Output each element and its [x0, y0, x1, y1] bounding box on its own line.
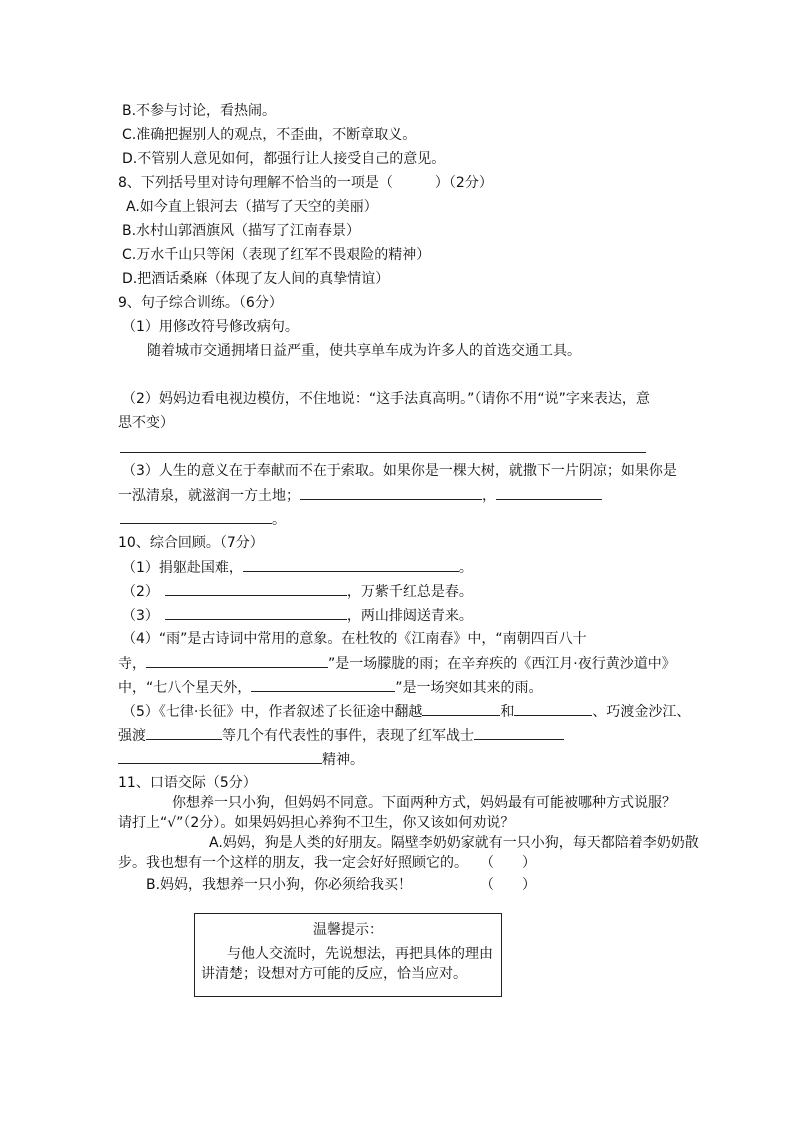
tip-line-2: 讲清楚；设想对方可能的反应，恰当应对。: [201, 966, 467, 982]
q9-part3-blank-3[interactable]: [120, 509, 272, 524]
q9-part3-comma: ，: [482, 488, 496, 504]
q10-part5-line3-end: 精神。: [322, 752, 364, 768]
q10-part1-text: （1）捐躯赴国难，: [122, 560, 243, 576]
q10-part5-blank-4[interactable]: [474, 725, 564, 740]
q9-part3-line2: [118, 485, 602, 506]
q10-part4-line2-start: 寺，: [118, 656, 146, 672]
q7-option-b: B.不参与讨论，看热闹。: [122, 103, 277, 119]
q9-part1-sentence: 随着城市交通拥堵日益严重，使共享单车成为许多人的首选交通工具。: [147, 343, 581, 359]
q10-part1-end: 。: [458, 560, 473, 576]
q10-part5-and: 和: [500, 704, 515, 720]
q10-part4-line3: [118, 677, 543, 698]
q10-part1: [122, 557, 473, 578]
q10-part3-blank[interactable]: [165, 605, 347, 620]
q10-part5-blank-1[interactable]: [422, 701, 500, 716]
q10-stem: 10、综合回顾。（7分）: [118, 535, 264, 551]
q9-stem: 9、句子综合训练。（6分）: [118, 295, 283, 311]
q10-part5-blank-2[interactable]: [514, 701, 592, 716]
q9-part3-line3: [120, 509, 286, 530]
q9-part3-line1: （3）人生的意义在于奉献而不在于索取。如果你是一棵大树，就撒下一片阴凉；如果你是: [122, 463, 677, 479]
q10-part5-blank-5[interactable]: [118, 749, 322, 764]
q11-option-a-line1: A.妈妈，狗是人类的好朋友。隔壁李奶奶家就有一只小狗，每天都陪着李奶奶散: [209, 835, 699, 851]
q10-part3-text: ，两山排闼送青来。: [346, 608, 473, 624]
q10-part4-line3-start: 中，“七八个星天外，: [118, 680, 252, 696]
q10-part4-blank-1[interactable]: [146, 653, 328, 668]
q10-part2-text: ，万紫千红总是春。: [346, 584, 473, 600]
q7-option-c: C.准确把握别人的观点，不歪曲，不断章取义。: [122, 127, 417, 143]
tip-line-1: 与他人交流时，先说想法，再把具体的理由: [227, 946, 493, 962]
q9-part2-line2: 思不变）: [118, 415, 174, 431]
q10-part2-label: （2）: [122, 584, 159, 600]
q11-stem: 11、口语交际（5分）: [118, 775, 257, 791]
q10-part4-line1: （4）“雨”是古诗词中常用的意象。在杜牧的《江南春》中，“南朝四百八十: [122, 631, 587, 647]
q7-option-d: D.不管别人意见如何，都强行让人接受自己的意见。: [122, 151, 446, 167]
q10-part5-line1-end: 、巧渡金沙江、: [592, 704, 691, 720]
q9-part2-answer-line[interactable]: [120, 452, 646, 453]
q8-option-a: A.如今直上银河去（描写了天空的美丽）: [126, 199, 378, 215]
q8-option-c: C.万水千山只等闲（表现了红军不畏艰险的精神）: [122, 247, 431, 263]
q10-part5-line2: [118, 725, 564, 746]
q10-part5-blank-3[interactable]: [146, 725, 222, 740]
q11-intro-line2: 请打上“√”（2分）。如果妈妈担心养狗不卫生，你又该如何劝说？: [118, 815, 515, 831]
q10-part4-line2-end: ”是一场朦胧的雨；在辛弃疾的《西江月·夜行黄沙道中》: [328, 656, 676, 672]
q10-part5-line2-start: 强渡: [118, 728, 146, 744]
tip-title: 温馨提示：: [313, 922, 383, 938]
q9-part2-line1: （2）妈妈边看电视边模仿，不住地说：“这手法真高明。”（请你不用“说”字来表达，意: [122, 391, 650, 407]
q10-part2: [122, 581, 473, 602]
q10-part5-line2-mid: 等几个有代表性的事件，表现了红军战士: [222, 728, 474, 744]
q9-part3-blank-2[interactable]: [496, 485, 602, 500]
q11-option-b-paren[interactable]: （ ）: [480, 877, 536, 893]
q9-part1-label: （1）用修改符号修改病句。: [122, 319, 299, 335]
q10-part1-blank[interactable]: [243, 557, 459, 572]
q11-intro-line1: 你想养一只小狗，但妈妈不同意。下面两种方式，妈妈最有可能被哪种方式说服？: [172, 795, 676, 811]
q10-part4-line3-end: ”是一场突如其来的雨。: [395, 680, 543, 696]
q11-option-a-line2: 步。我也想有一个这样的朋友，我一定会好好照顾它的。: [118, 855, 468, 871]
q11-option-b: B.妈妈，我想养一只小狗，你必须给我买！: [146, 877, 413, 893]
q10-part4-blank-2[interactable]: [251, 677, 395, 692]
q8-option-b: B.水村山郭酒旗风（描写了江南春景）: [122, 223, 361, 239]
q10-part5-line1: [122, 701, 690, 722]
q10-part2-blank[interactable]: [165, 581, 347, 596]
q10-part4-line2: [118, 653, 676, 674]
q9-part3-blank-1[interactable]: [300, 485, 482, 500]
q8-option-d: D.把酒话桑麻（体现了友人间的真挚情谊）: [122, 271, 390, 287]
q10-part3: [122, 605, 473, 626]
tip-box: [194, 913, 502, 997]
q10-part5-line3: [118, 749, 364, 770]
q11-option-a-paren[interactable]: （ ）: [480, 855, 536, 871]
q8-stem: 8、下列括号里对诗句理解不恰当的一项是（ ）（2分）: [118, 175, 493, 191]
q10-part3-label: （3）: [122, 608, 159, 624]
q9-part3-text: 一泓清泉，就滋润一方土地；: [118, 488, 300, 504]
q9-part3-end: 。: [272, 512, 286, 528]
q10-part5-line1-start: （5）《七律·长征》中，作者叙述了长征途中翻越: [122, 704, 423, 720]
